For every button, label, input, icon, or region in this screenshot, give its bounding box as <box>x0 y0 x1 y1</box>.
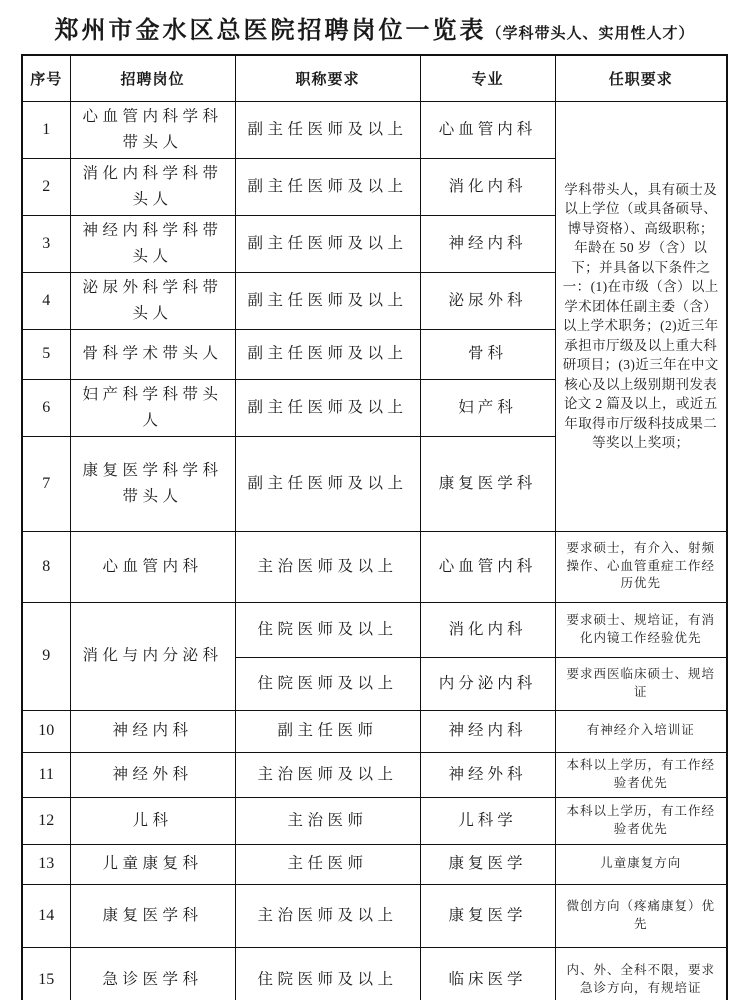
page-title <box>0 10 749 45</box>
cell-title-req: 副主任医师及以上 <box>235 158 420 215</box>
header-specialty: 专业 <box>420 55 555 101</box>
cell-position: 儿童康复科 <box>70 844 235 884</box>
cell-requirement: 儿童康复方向 <box>555 844 727 884</box>
cell-position: 急诊医学科 <box>70 947 235 1000</box>
table-row <box>22 710 727 752</box>
cell-requirement: 有神经介入培训证 <box>555 710 727 752</box>
cell-no: 13 <box>22 844 70 884</box>
cell-position: 骨科学术带头人 <box>70 329 235 379</box>
cell-title-req: 主治医师 <box>235 797 420 844</box>
cell-position: 康复医学科 <box>70 884 235 947</box>
table-row <box>22 602 727 657</box>
cell-title-req: 副主任医师 <box>235 710 420 752</box>
cell-title-req: 副主任医师及以上 <box>235 329 420 379</box>
header-requirement: 任职要求 <box>555 55 727 101</box>
cell-no: 15 <box>22 947 70 1000</box>
cell-position: 消化与内分泌科 <box>70 602 235 710</box>
cell-title-req: 住院医师及以上 <box>235 602 420 657</box>
header-row <box>22 55 727 101</box>
cell-specialty: 泌尿外科 <box>420 272 555 329</box>
cell-position: 康复医学科学科带头人 <box>70 436 235 531</box>
header-position: 招聘岗位 <box>70 55 235 101</box>
cell-no: 5 <box>22 329 70 379</box>
cell-position: 神经内科 <box>70 710 235 752</box>
cell-specialty: 骨科 <box>420 329 555 379</box>
cell-title-req: 副主任医师及以上 <box>235 436 420 531</box>
table-row <box>22 884 727 947</box>
cell-title-req: 住院医师及以上 <box>235 657 420 710</box>
cell-title-req: 主治医师及以上 <box>235 531 420 602</box>
cell-specialty: 神经外科 <box>420 752 555 797</box>
cell-position: 神经外科 <box>70 752 235 797</box>
cell-specialty: 康复医学 <box>420 884 555 947</box>
cell-specialty: 内分泌内科 <box>420 657 555 710</box>
cell-leader-requirement: 学科带头人，具有硕士及以上学位（或具备硕导、博导资格）、高级职称；年龄在 50 岁（含）以下；并具备以下条件之一：(1)在市级（含）以上学术团体任副主委（含）以上学术职务；(2)近三年承担市厅级及以上重大科研项目；(3)近三年在中文核心及以上级别期刊发表论文 2 篇及以上，或近五年取得市厅级科技成果二等奖以上奖项； <box>555 101 727 531</box>
cell-specialty: 神经内科 <box>420 215 555 272</box>
header-title-req: 职称要求 <box>235 55 420 101</box>
cell-no: 2 <box>22 158 70 215</box>
cell-title-req: 住院医师及以上 <box>235 947 420 1000</box>
cell-position: 心血管内科 <box>70 531 235 602</box>
cell-requirement: 要求西医临床硕士、规培证 <box>555 657 727 710</box>
page-title-subtitle: （学科带头人、实用性人才） <box>486 26 695 42</box>
cell-specialty: 儿科学 <box>420 797 555 844</box>
cell-requirement: 内、外、全科不限，要求急诊方向，有规培证 <box>555 947 727 1000</box>
cell-position: 儿科 <box>70 797 235 844</box>
cell-no: 1 <box>22 101 70 158</box>
cell-specialty: 神经内科 <box>420 710 555 752</box>
cell-specialty: 心血管内科 <box>420 101 555 158</box>
page-title-main: 郑州市金水区总医院招聘岗位一览表 <box>54 18 487 44</box>
table-row <box>22 797 727 844</box>
cell-no: 12 <box>22 797 70 844</box>
cell-no: 6 <box>22 379 70 436</box>
cell-position: 心血管内科学科带头人 <box>70 101 235 158</box>
cell-title-req: 副主任医师及以上 <box>235 215 420 272</box>
cell-requirement: 本科以上学历，有工作经验者优先 <box>555 797 727 844</box>
cell-position: 妇产科学科带头人 <box>70 379 235 436</box>
header-no: 序号 <box>22 55 70 101</box>
cell-requirement: 本科以上学历，有工作经验者优先 <box>555 752 727 797</box>
cell-requirement: 要求硕士，有介入、射频操作、心血管重症工作经历优先 <box>555 531 727 602</box>
recruitment-table <box>21 54 728 1000</box>
cell-specialty: 康复医学科 <box>420 436 555 531</box>
cell-specialty: 康复医学 <box>420 844 555 884</box>
table-row <box>22 947 727 1000</box>
cell-position: 泌尿外科学科带头人 <box>70 272 235 329</box>
cell-no: 7 <box>22 436 70 531</box>
table-row <box>22 531 727 602</box>
cell-position: 神经内科学科带头人 <box>70 215 235 272</box>
cell-no: 11 <box>22 752 70 797</box>
cell-requirement: 微创方向（疼痛康复）优先 <box>555 884 727 947</box>
cell-specialty: 心血管内科 <box>420 531 555 602</box>
cell-title-req: 副主任医师及以上 <box>235 272 420 329</box>
cell-position: 消化内科学科带头人 <box>70 158 235 215</box>
cell-specialty: 消化内科 <box>420 158 555 215</box>
cell-no: 3 <box>22 215 70 272</box>
table-row <box>22 844 727 884</box>
cell-specialty: 临床医学 <box>420 947 555 1000</box>
cell-specialty: 妇产科 <box>420 379 555 436</box>
cell-no: 8 <box>22 531 70 602</box>
cell-title-req: 主治医师及以上 <box>235 752 420 797</box>
cell-specialty: 消化内科 <box>420 602 555 657</box>
cell-no: 10 <box>22 710 70 752</box>
cell-requirement: 要求硕士、规培证，有消化内镜工作经验优先 <box>555 602 727 657</box>
cell-no: 9 <box>22 602 70 710</box>
cell-no: 4 <box>22 272 70 329</box>
cell-title-req: 副主任医师及以上 <box>235 101 420 158</box>
cell-no: 14 <box>22 884 70 947</box>
cell-title-req: 副主任医师及以上 <box>235 379 420 436</box>
cell-title-req: 主任医师 <box>235 844 420 884</box>
table-row <box>22 101 727 158</box>
table-row <box>22 752 727 797</box>
cell-title-req: 主治医师及以上 <box>235 884 420 947</box>
